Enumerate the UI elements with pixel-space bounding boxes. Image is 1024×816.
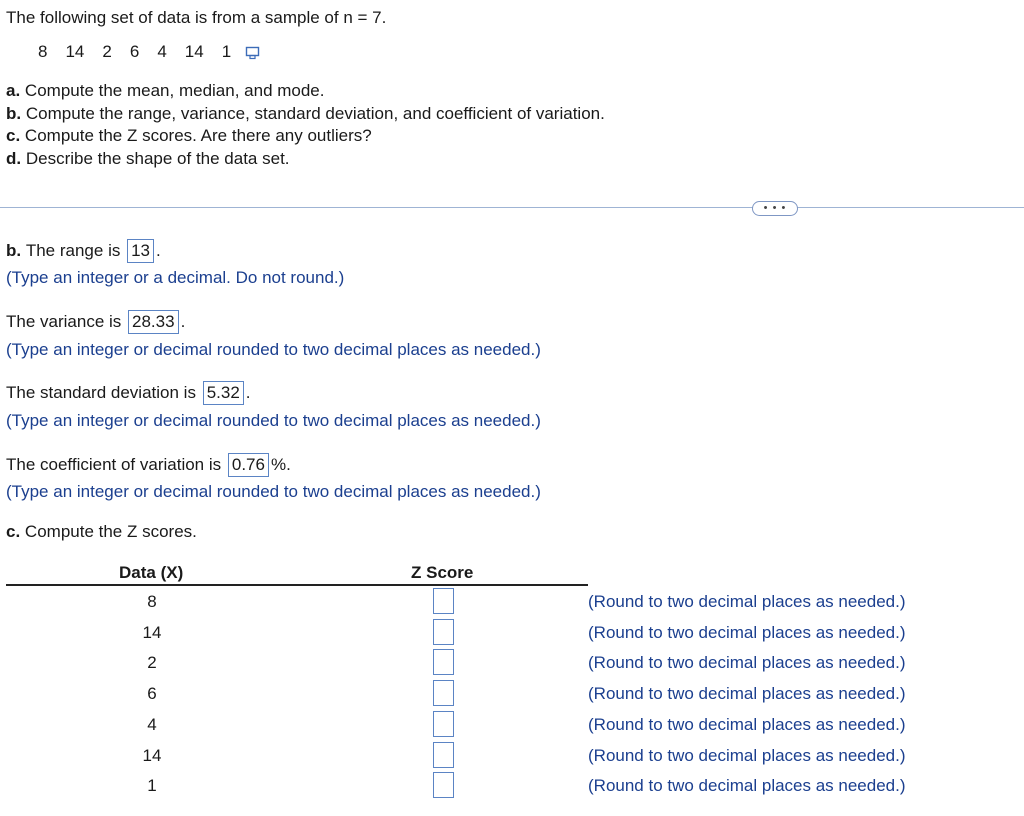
zscore-input[interactable] <box>433 619 454 645</box>
data-cell: 14 <box>142 623 162 642</box>
zscore-input[interactable] <box>433 680 454 706</box>
round-hint: (Round to two decimal places as needed.) <box>588 623 906 642</box>
zscore-input[interactable] <box>433 772 454 798</box>
column-header-zscore: Z Score <box>411 563 474 582</box>
question-list <box>6 80 605 170</box>
dataset-value: 6 <box>129 42 140 61</box>
range-line: b. The range is 13 . <box>6 239 161 263</box>
zscore-input[interactable] <box>433 588 454 614</box>
section-divider <box>0 207 1024 208</box>
range-answer-box[interactable]: 13 <box>127 239 154 263</box>
round-hint: (Round to two decimal places as needed.) <box>588 684 906 703</box>
variance-answer-box[interactable]: 28.33 <box>128 310 179 334</box>
zscore-input[interactable] <box>433 742 454 768</box>
round-hint: (Round to two decimal places as needed.) <box>588 592 906 611</box>
data-cell: 6 <box>147 684 157 703</box>
cv-line: The coefficient of variation is 0.76 %. <box>6 453 291 477</box>
dataset-row <box>38 42 261 62</box>
copy-data-icon[interactable] <box>245 45 261 59</box>
zscore-input[interactable] <box>433 649 454 675</box>
stddev-hint: (Type an integer or decimal rounded to two decimal places as needed.) <box>6 411 541 430</box>
round-hint: (Round to two decimal places as needed.) <box>588 653 906 672</box>
question-b: b. Compute the range, variance, standard deviation, and coefficient of variation. <box>6 103 605 123</box>
problem-intro: The following set of data is from a sample of n = 7. <box>6 8 387 27</box>
data-cell: 8 <box>147 592 157 611</box>
cv-answer-box[interactable]: 0.76 <box>228 453 269 477</box>
data-cell: 4 <box>147 715 157 734</box>
round-hint: (Round to two decimal places as needed.) <box>588 776 906 795</box>
zscores-heading: c. Compute the Z scores. <box>6 522 197 541</box>
expand-more-button[interactable]: • • • <box>752 201 798 216</box>
stddev-line: The standard deviation is 5.32 . <box>6 381 251 405</box>
round-hint: (Round to two decimal places as needed.) <box>588 715 906 734</box>
question-a: a. Compute the mean, median, and mode. <box>6 81 325 100</box>
data-cell: 2 <box>147 653 157 672</box>
dataset-value: 1 <box>221 42 232 61</box>
column-header-data: Data (X) <box>119 563 184 582</box>
dataset-value: 14 <box>184 42 204 61</box>
question-d: d. Describe the shape of the data set. <box>6 148 290 168</box>
question-c: c. Compute the Z scores. Are there any outliers? <box>6 126 372 145</box>
dataset-value: 4 <box>157 42 167 61</box>
zscore-input[interactable] <box>433 711 454 737</box>
stddev-answer-box[interactable]: 5.32 <box>203 381 244 405</box>
cv-hint: (Type an integer or decimal rounded to two decimal places as needed.) <box>6 482 541 501</box>
variance-line: The variance is 28.33 . <box>6 310 185 334</box>
variance-hint: (Type an integer or decimal rounded to two decimal places as needed.) <box>6 340 541 359</box>
data-cell: 14 <box>142 746 162 765</box>
dataset-value: 14 <box>65 42 85 61</box>
round-hint: (Round to two decimal places as needed.) <box>588 746 906 765</box>
dataset-value: 8 <box>38 42 48 61</box>
data-cell: 1 <box>147 776 157 795</box>
table-header-rule <box>6 584 588 586</box>
dataset-value: 2 <box>102 42 112 61</box>
range-hint: (Type an integer or a decimal. Do not round.) <box>6 268 345 287</box>
